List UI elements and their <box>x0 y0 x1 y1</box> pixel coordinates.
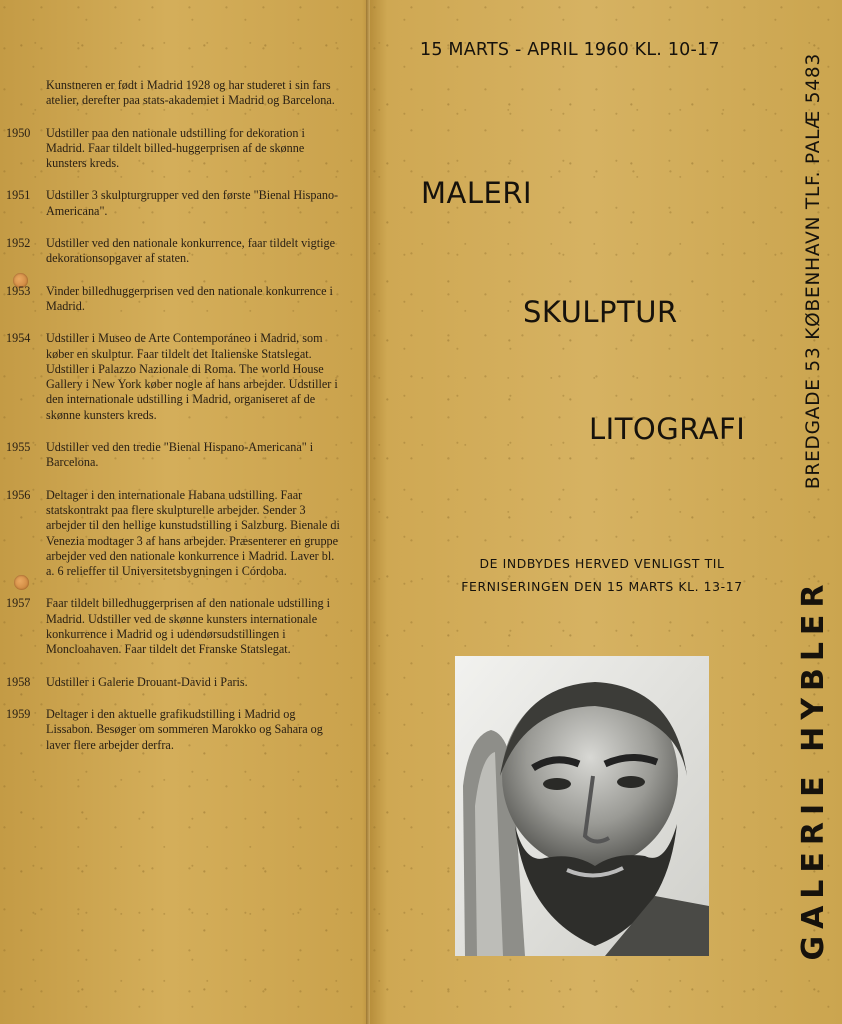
gallery-name: GALERIE HYBLER <box>796 577 831 961</box>
biography-column <box>0 78 340 770</box>
biography-entry <box>0 331 340 423</box>
entry-year: 1959 <box>6 706 31 721</box>
biography-entry <box>0 188 340 219</box>
entry-year: 1955 <box>6 440 31 455</box>
biography-entry <box>0 488 340 580</box>
entry-year: 1951 <box>6 188 31 203</box>
entry-year: 1952 <box>6 236 31 251</box>
invitation-line-1: DE INDBYDES HERVED VENLIGST TIL <box>479 556 725 571</box>
entry-text: Udstiller ved den nationale konkurrence, faar tildelt vigtige dekorationsopgaver af staten. <box>46 236 336 266</box>
exhibition-dates: 15 MARTS - APRIL 1960 KL. 10-17 <box>420 40 720 60</box>
artist-portrait <box>455 656 709 956</box>
entry-text: Vinder billedhuggerprisen ved den nationale konkurrence i Madrid. <box>46 283 333 313</box>
discipline-sculpture: SKULPTUR <box>523 295 678 329</box>
gallery-address: BREDGADE 53 KØBENHAVN TLF. PALÆ 5483 <box>803 52 824 490</box>
biography-entry <box>0 236 340 267</box>
entry-text: Deltager i den aktuelle grafikudstilling i Madrid og Lissabon. Besøger om sommeren Marokko og Sahara og laver flere arbejder derfra. <box>46 706 323 752</box>
entry-year: 1956 <box>6 487 31 502</box>
discipline-lithography: LITOGRAFI <box>589 412 746 446</box>
portrait-illustration <box>455 656 709 956</box>
biography-entry <box>0 440 340 471</box>
entry-text: Udstiller i Museo de Arte Contemporáneo i Madrid, som køber en skulptur. Faar tildelt det Italienske Statslegat. Udstiller i Palazzo Nazionale di Roma. The world House Gallery i New York køber nogle af hans arbejder. Udstiller i den internationale udstilling i Madrid, organiseret af de skønne kunsters kreds. <box>46 331 338 422</box>
biography-entry <box>0 284 340 315</box>
entry-year: 1953 <box>6 283 31 298</box>
entry-year: 1950 <box>6 125 31 140</box>
entry-text: Udstiller ved den tredie "Bienal Hispano-Americana" i Barcelona. <box>46 440 314 470</box>
entry-text: Udstiller 3 skulpturgrupper ved den første "Bienal Hispano-Americana". <box>46 188 339 218</box>
entry-year: 1957 <box>6 596 31 611</box>
invitation-line-2: FERNISERINGEN DEN 15 MARTS KL. 13-17 <box>461 579 743 594</box>
discipline-painting: MALERI <box>421 176 533 210</box>
entry-text: Udstiller i Galerie Drouant-David i Paris. <box>46 674 248 689</box>
biography-intro: Kunstneren er født i Madrid 1928 og har studeret i sin fars atelier, derefter paa stats-akademiet i Madrid og Barcelona. <box>46 78 335 108</box>
entry-year: 1958 <box>6 674 31 689</box>
entry-text: Faar tildelt billedhuggerprisen af den nationale udstilling i Madrid. Udstiller ved de skønne kunsters internationale konkurrence i Madrid og i udendørsudstillingen i Moncloahaven. Faar tildelt det Franske Statslegat. <box>46 596 330 657</box>
biography-entry <box>0 675 340 690</box>
biography-entry <box>0 596 340 657</box>
entry-text: Udstiller paa den nationale udstilling for dekoration i Madrid. Faar tildelt billed-huggerprisen af de skønne kunsters kreds. <box>46 125 305 171</box>
biography-entry <box>0 707 340 753</box>
entry-year: 1954 <box>6 331 31 346</box>
biography-entry <box>0 126 340 172</box>
center-fold <box>366 0 370 1024</box>
entry-text: Deltager i den internationale Habana udstilling. Faar statskontrakt paa flere skulpturelle arbejder. Sender 3 arbejder til den hellige kunstudstilling i Salzburg. Bienale di Venezia modtager 3 af hans arbejder. Præsenterer en gruppe arbejder ved den nationale konkurrence i Madrid. Laver bl. a. 6 relieffer til Universitetsbygningen i Córdoba. <box>46 487 340 579</box>
